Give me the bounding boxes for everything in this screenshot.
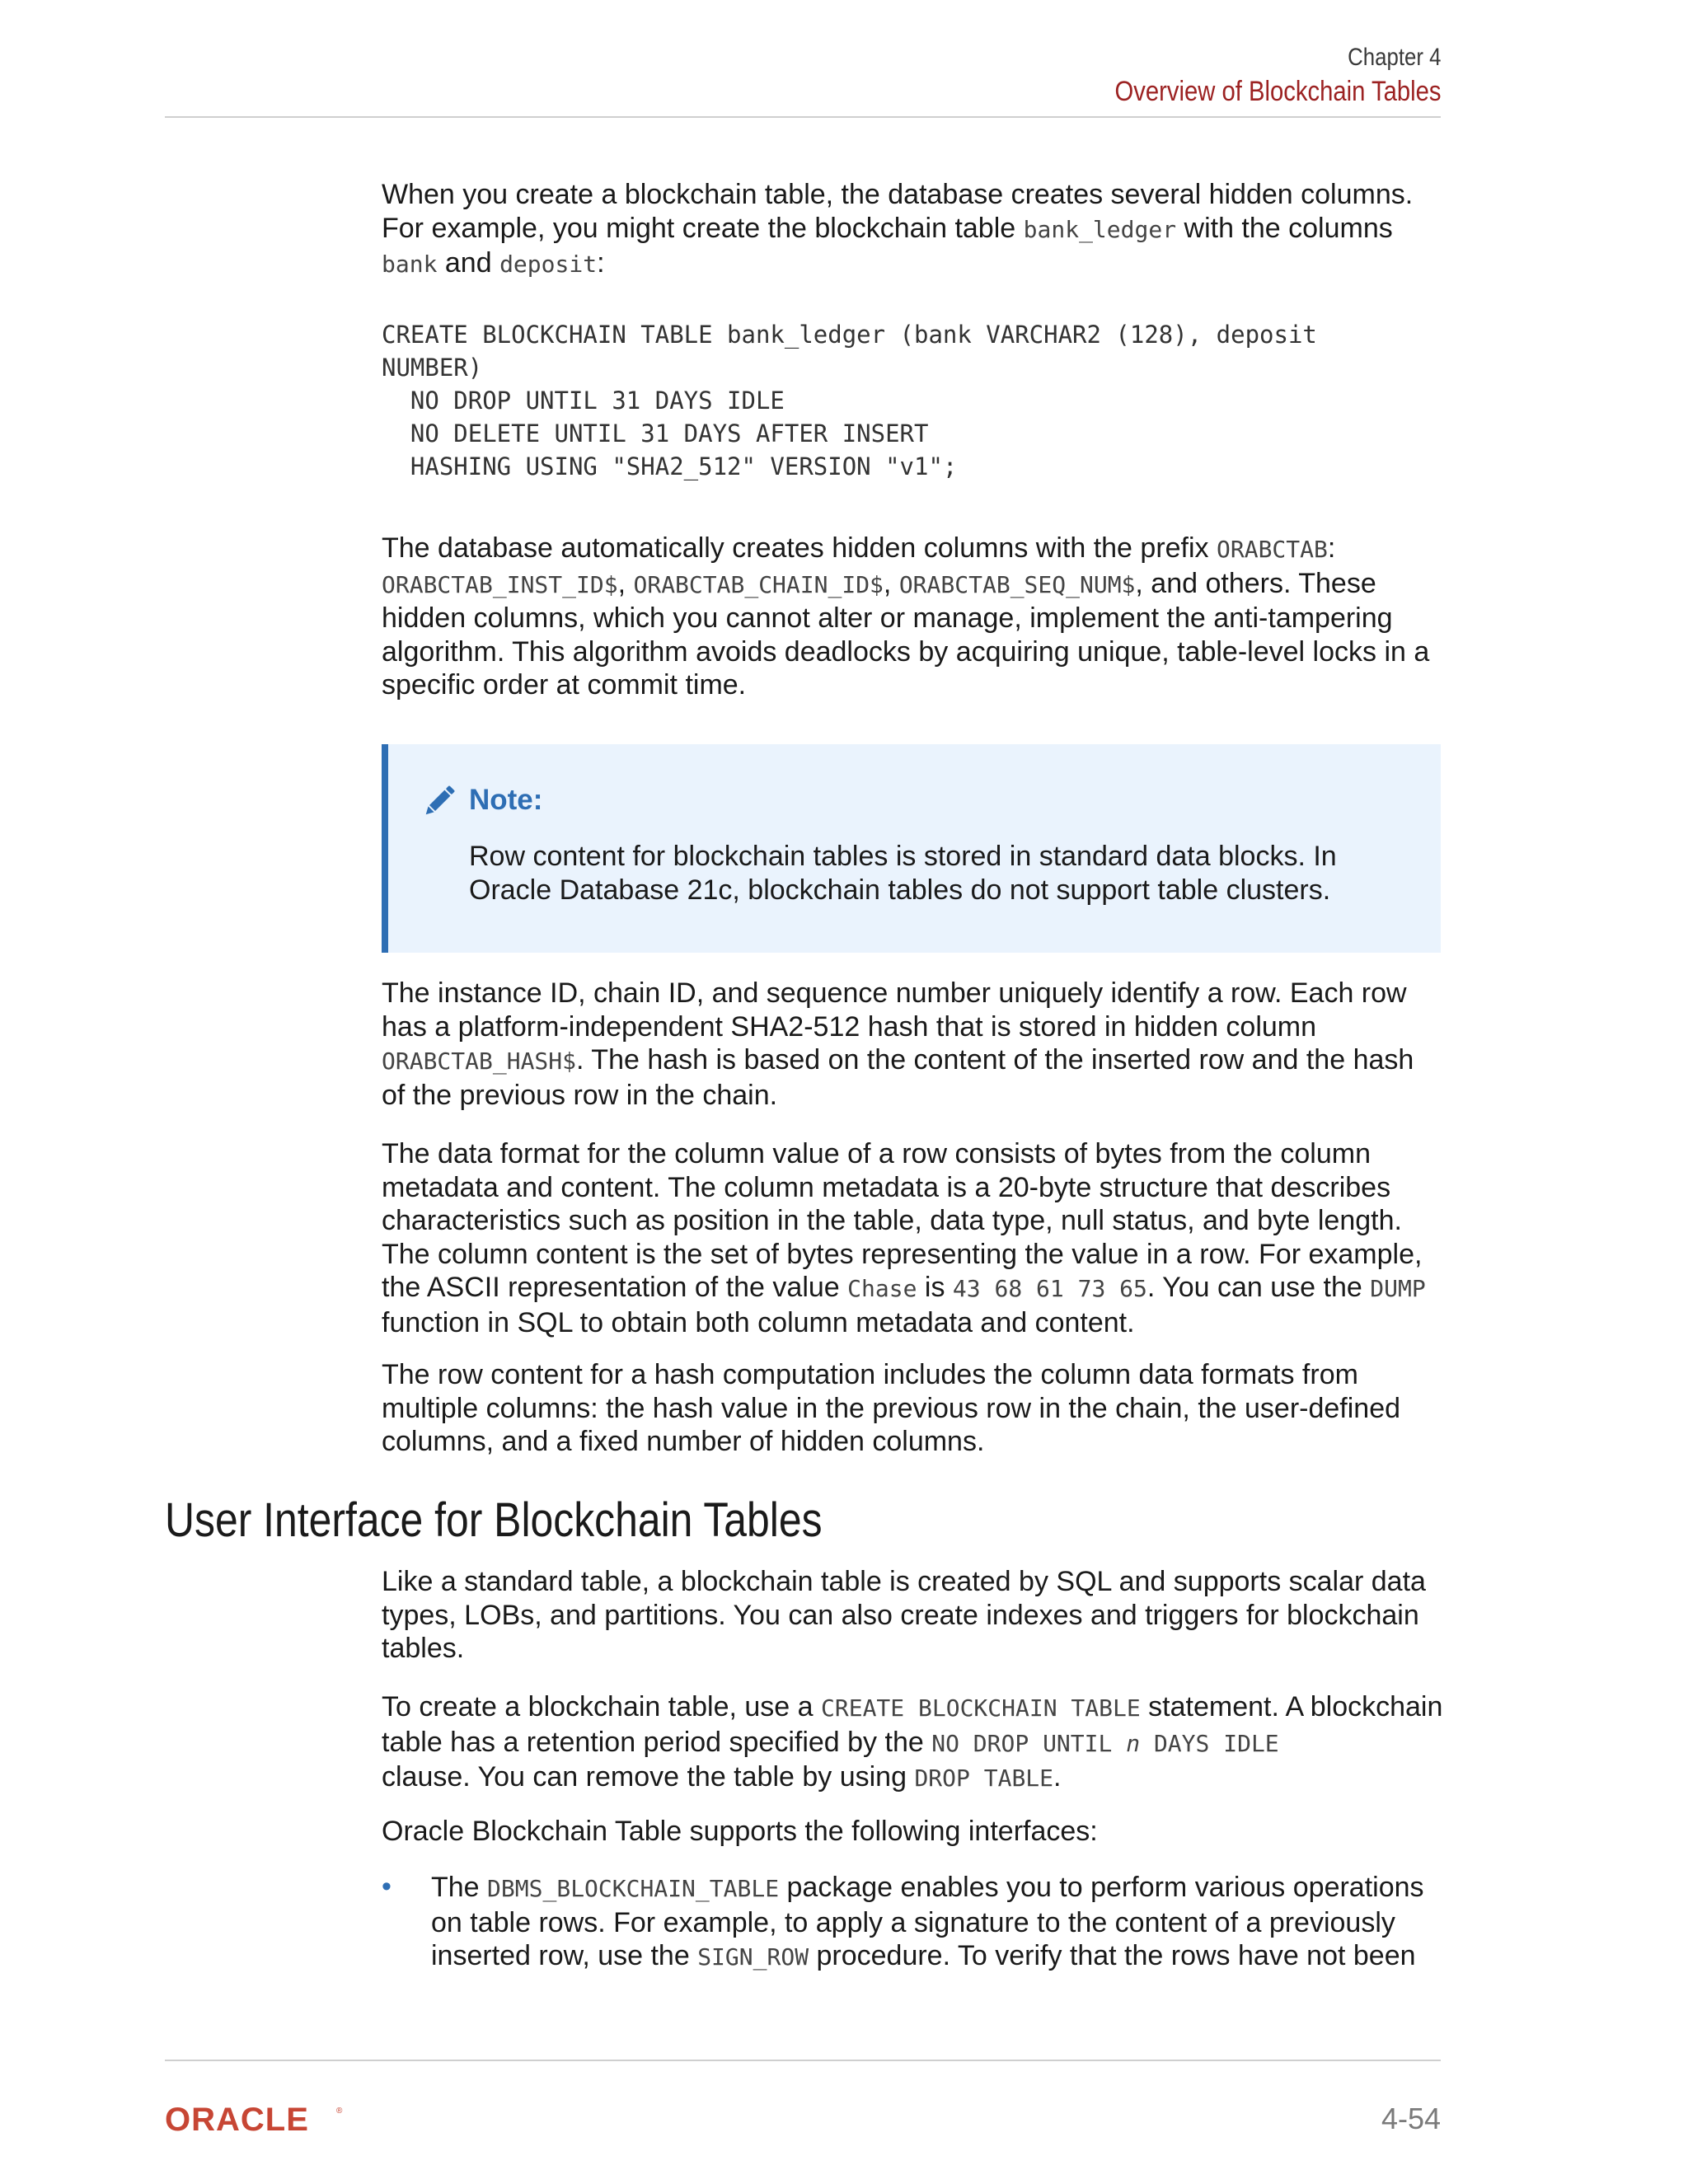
data-format-paragraph: The data format for the column value of a row consists of bytes from the column metadata and content. The column metadata is a 20-byte structure that describes characteristics such as position in the table, data type, null status, and byte length. The column content is the set of bytes representing the value in a row. For example, the ASCII representation of the value Chase is 43 68 61 73 65. You can use the DUMP function in SQL to obtain both column metadata and content. — [382, 1138, 1426, 1338]
oracle-logo — [165, 2103, 346, 2136]
note-box — [382, 744, 1441, 953]
running-header — [1062, 41, 1441, 109]
create-paragraph: To create a blockchain table, use a CREATE BLOCKCHAIN TABLE statement. A blockchain table has a retention period specified by the NO DROP UNTIL n DAYS IDLE clause. You can remove the table by using DROP TABLE. — [382, 1691, 1443, 1793]
supports-paragraph: Oracle Blockchain Table supports the following interfaces: — [382, 1816, 1098, 1847]
svg-text:ORACLE: ORACLE — [165, 2103, 309, 2136]
section-heading: User Interface for Blockchain Tables — [165, 1493, 823, 1547]
intro-paragraph: When you create a blockchain table, the database creates several hidden columns. For example, you might create the blockchain table bank_ledger with the columns bank and deposit: — [382, 179, 1414, 279]
row-content-paragraph: The row content for a hash computation includes the column data formats from multiple columns: the hash value in the previous row in the chain, the user-defined columns, and a fixed number of hidden columns. — [382, 1359, 1401, 1457]
create-table-code-block: CREATE BLOCKCHAIN TABLE bank_ledger (bank VARCHAR2 (128), deposit NUMBER) NO DROP UNTIL 31 DAYS IDLE NO DELETE UNTIL 31 DAYS AFTER INSERT HASHING USING "SHA2_512" VERSION "v1"; — [382, 321, 1317, 480]
note-title: Note: — [469, 784, 543, 816]
svg-text:®: ® — [336, 2107, 343, 2116]
page-number: 4-54 — [1381, 2102, 1441, 2135]
bullet-marker: • — [382, 1871, 392, 1902]
hidden-columns-paragraph: The database automatically creates hidden columns with the prefix ORABCTAB: ORABCTAB_INST_ID$, ORABCTAB_CHAIN_ID$, ORABCTAB_SEQ_NUM$, and others. These hidden columns, which you cannot alter or manage, implement the anti-tampering algorithm. This algorithm avoids deadlocks by acquiring unique, table-level locks in a specific order at commit time. — [382, 532, 1430, 701]
note-body: Row content for blockchain tables is stored in standard data blocks. In Oracle Database 21c, blockchain tables do not support table clusters. — [469, 841, 1337, 906]
instance-paragraph: The instance ID, chain ID, and sequence number uniquely identify a row. Each row has a platform-independent SHA2-512 hash that is stored in hidden column ORABCTAB_HASH$. The hash is based on the content of the inserted row and the hash of the previous row in the chain. — [382, 977, 1414, 1111]
pencil-icon — [420, 781, 459, 821]
like-paragraph: Like a standard table, a blockchain table is created by SQL and supports scalar data types, LOBs, and partitions. You can also create indexes and triggers for blockchain tables. — [382, 1566, 1426, 1664]
footer-divider — [165, 2060, 1441, 2061]
chapter-label: Chapter 4 — [1347, 44, 1441, 71]
section-title: Overview of Blockchain Tables — [1114, 76, 1441, 107]
header-divider — [165, 116, 1441, 118]
bullet-item: The DBMS_BLOCKCHAIN_TABLE package enables you to perform various operations on table rows. For example, to apply a signature to the content of a previously inserted row, use the SIGN_ROW procedure. To verify that the rows have not been — [431, 1872, 1424, 1971]
